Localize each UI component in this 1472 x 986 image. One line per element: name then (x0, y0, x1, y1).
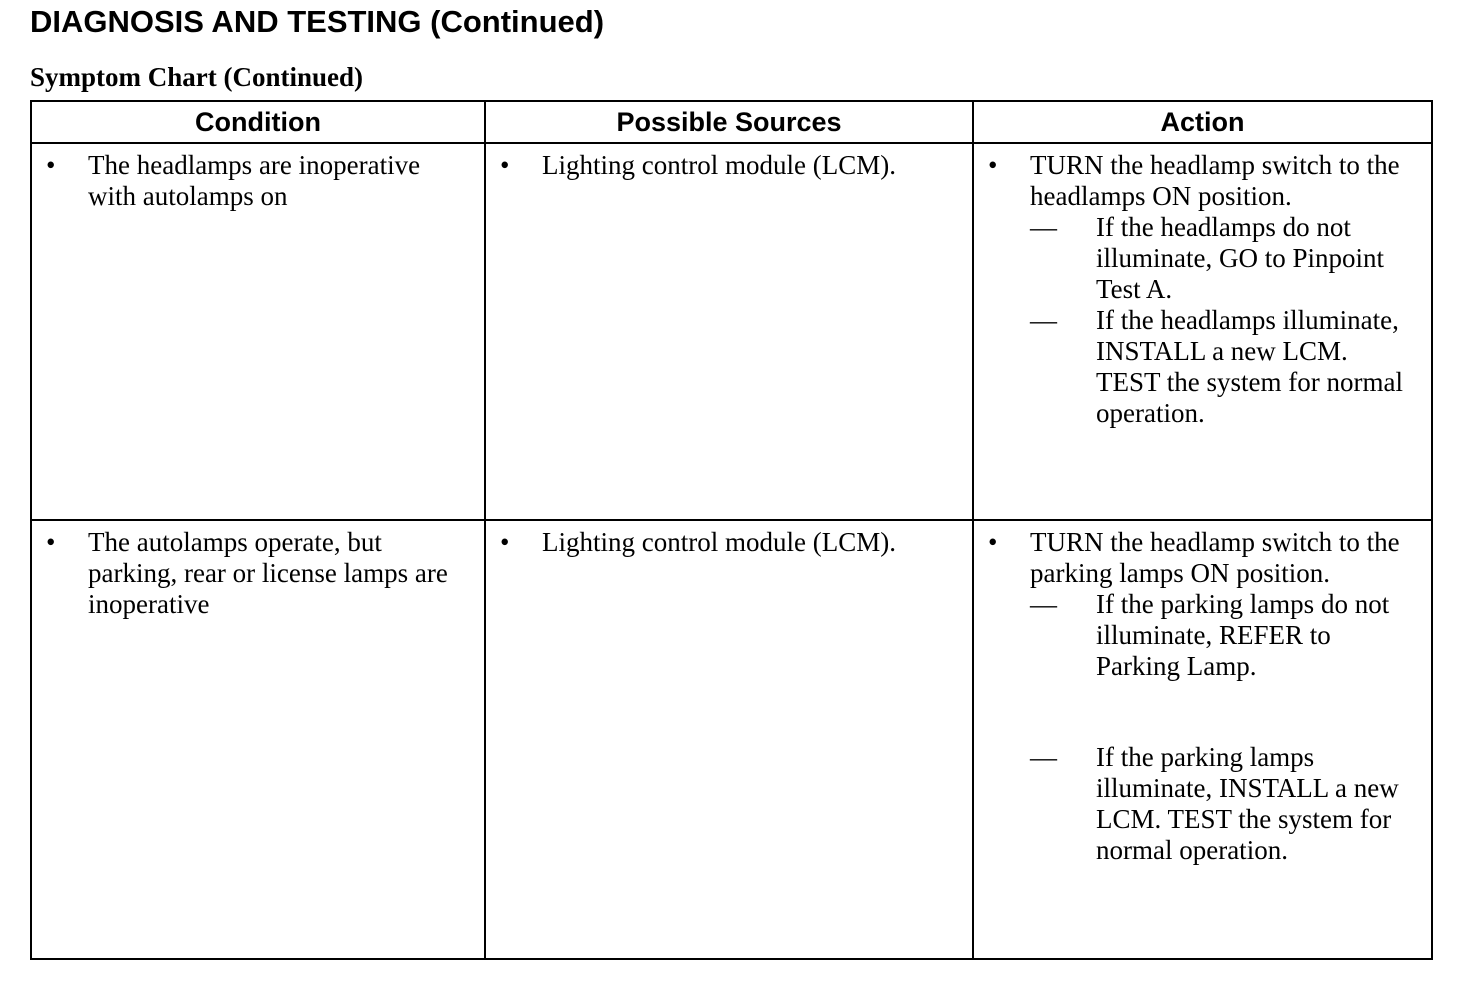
action-sub-text: If the headlamps do not illuminate, GO to Pinpoint Test A. (1096, 212, 1384, 304)
bullet-icon: • (988, 527, 998, 557)
sub-list-item (974, 589, 1431, 682)
list-item (486, 527, 972, 558)
list-item (974, 150, 1431, 212)
list-item (486, 150, 972, 181)
condition-cell (31, 520, 485, 959)
page-heading: DIAGNOSIS AND TESTING (Continued) (30, 4, 605, 39)
action-sub-list (974, 212, 1431, 429)
header-possible-sources: Possible Sources (485, 101, 973, 143)
list-item (32, 527, 484, 620)
bullet-icon: • (988, 150, 998, 180)
source-text: Lighting control module (LCM). (542, 527, 896, 557)
bullet-icon: • (500, 150, 510, 180)
action-main-text: TURN the headlamp switch to the parking lamps ON position. (1030, 527, 1400, 588)
dash-icon: — (1030, 305, 1057, 335)
header-condition: Condition (31, 101, 485, 143)
header-action: Action (973, 101, 1432, 143)
condition-text: The headlamps are inoperative with autolamps on (88, 150, 421, 211)
sub-list-item (974, 305, 1431, 429)
bullet-icon: • (500, 527, 510, 557)
table-row (31, 520, 1432, 959)
bullet-icon: • (46, 150, 56, 180)
symptom-table (30, 100, 1433, 960)
table-header-row (31, 101, 1432, 143)
action-cell (973, 143, 1432, 520)
action-sub-list (974, 589, 1431, 866)
source-text: Lighting control module (LCM). (542, 150, 896, 180)
list-item (974, 527, 1431, 589)
action-sub-text: If the headlamps illuminate, INSTALL a new LCM. TEST the system for normal operation. (1096, 305, 1403, 428)
condition-text: The autolamps operate, but parking, rear or license lamps are inoperative (88, 527, 448, 619)
sub-list-item (974, 742, 1431, 866)
action-sub-text: If the parking lamps illuminate, INSTALL a new LCM. TEST the system for normal operation. (1096, 742, 1399, 865)
source-cell (485, 520, 973, 959)
action-cell (973, 520, 1432, 959)
action-sub-text: If the parking lamps do not illuminate, REFER to Parking Lamp. (1096, 589, 1390, 681)
chart-subtitle: Symptom Chart (Continued) (30, 62, 364, 92)
action-main-text: TURN the headlamp switch to the headlamps ON position. (1030, 150, 1400, 211)
dash-icon: — (1030, 212, 1057, 242)
source-cell (485, 143, 973, 520)
bullet-icon: • (46, 527, 56, 557)
sub-list-item (974, 212, 1431, 305)
table-row (31, 143, 1432, 520)
dash-icon: — (1030, 589, 1057, 619)
condition-cell (31, 143, 485, 520)
dash-icon: — (1030, 742, 1057, 772)
list-item (32, 150, 484, 212)
